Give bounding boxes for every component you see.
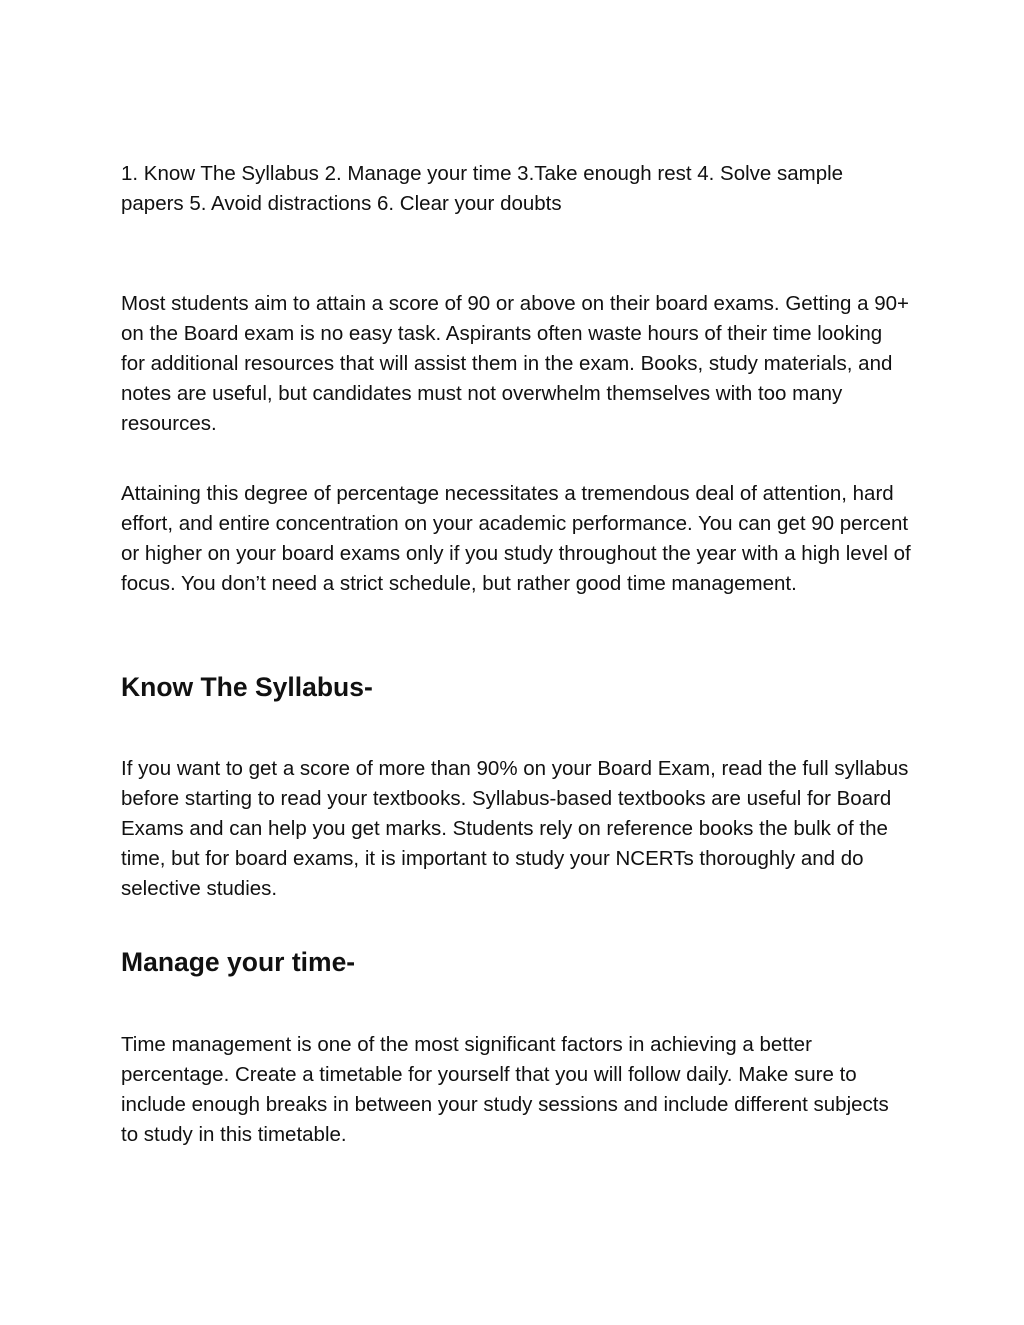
section-body: Time management is one of the most significant factors in achieving a better percentage. Create a timetable for yourself that you will follow daily. Make sure to include enough breaks in between your study sessions and include different subjects to study in this timetable. bbox=[121, 1033, 889, 1146]
section-heading: Know The Syllabus- bbox=[121, 672, 373, 702]
intro-paragraph: Most students aim to attain a score of 90 or above on their board exams. Getting a 90+ on the Board exam is no easy task. Aspirants often waste hours of their time looking for additional resources that will assist them in the exam. Books, study materials, and notes are useful, but candidates must not overwhelm themselves with too many resources. bbox=[121, 292, 909, 435]
summary-list: 1. Know The Syllabus 2. Manage your time 3.Take enough rest 4. Solve sample papers 5. Avoid distractions 6. Clear your doubts bbox=[121, 162, 844, 215]
intro-paragraph: Attaining this degree of percentage necessitates a tremendous deal of attention, hard effort, and entire concentration on your academic performance. You can get 90 percent or higher on your board exams only if you study throughout the year with a high level of focus. You don’t need a strict schedule, but rather good time management. bbox=[121, 482, 911, 595]
section-body: If you want to get a score of more than 90% on your Board Exam, read the full syllabus before starting to read your textbooks. Syllabus-based textbooks are useful for Board Exams and can help you get marks. Students rely on reference books the bulk of the time, but for board exams, it is important to study your NCERTs thoroughly and do selective studies. bbox=[121, 757, 909, 900]
section-heading: Manage your time- bbox=[121, 947, 356, 977]
